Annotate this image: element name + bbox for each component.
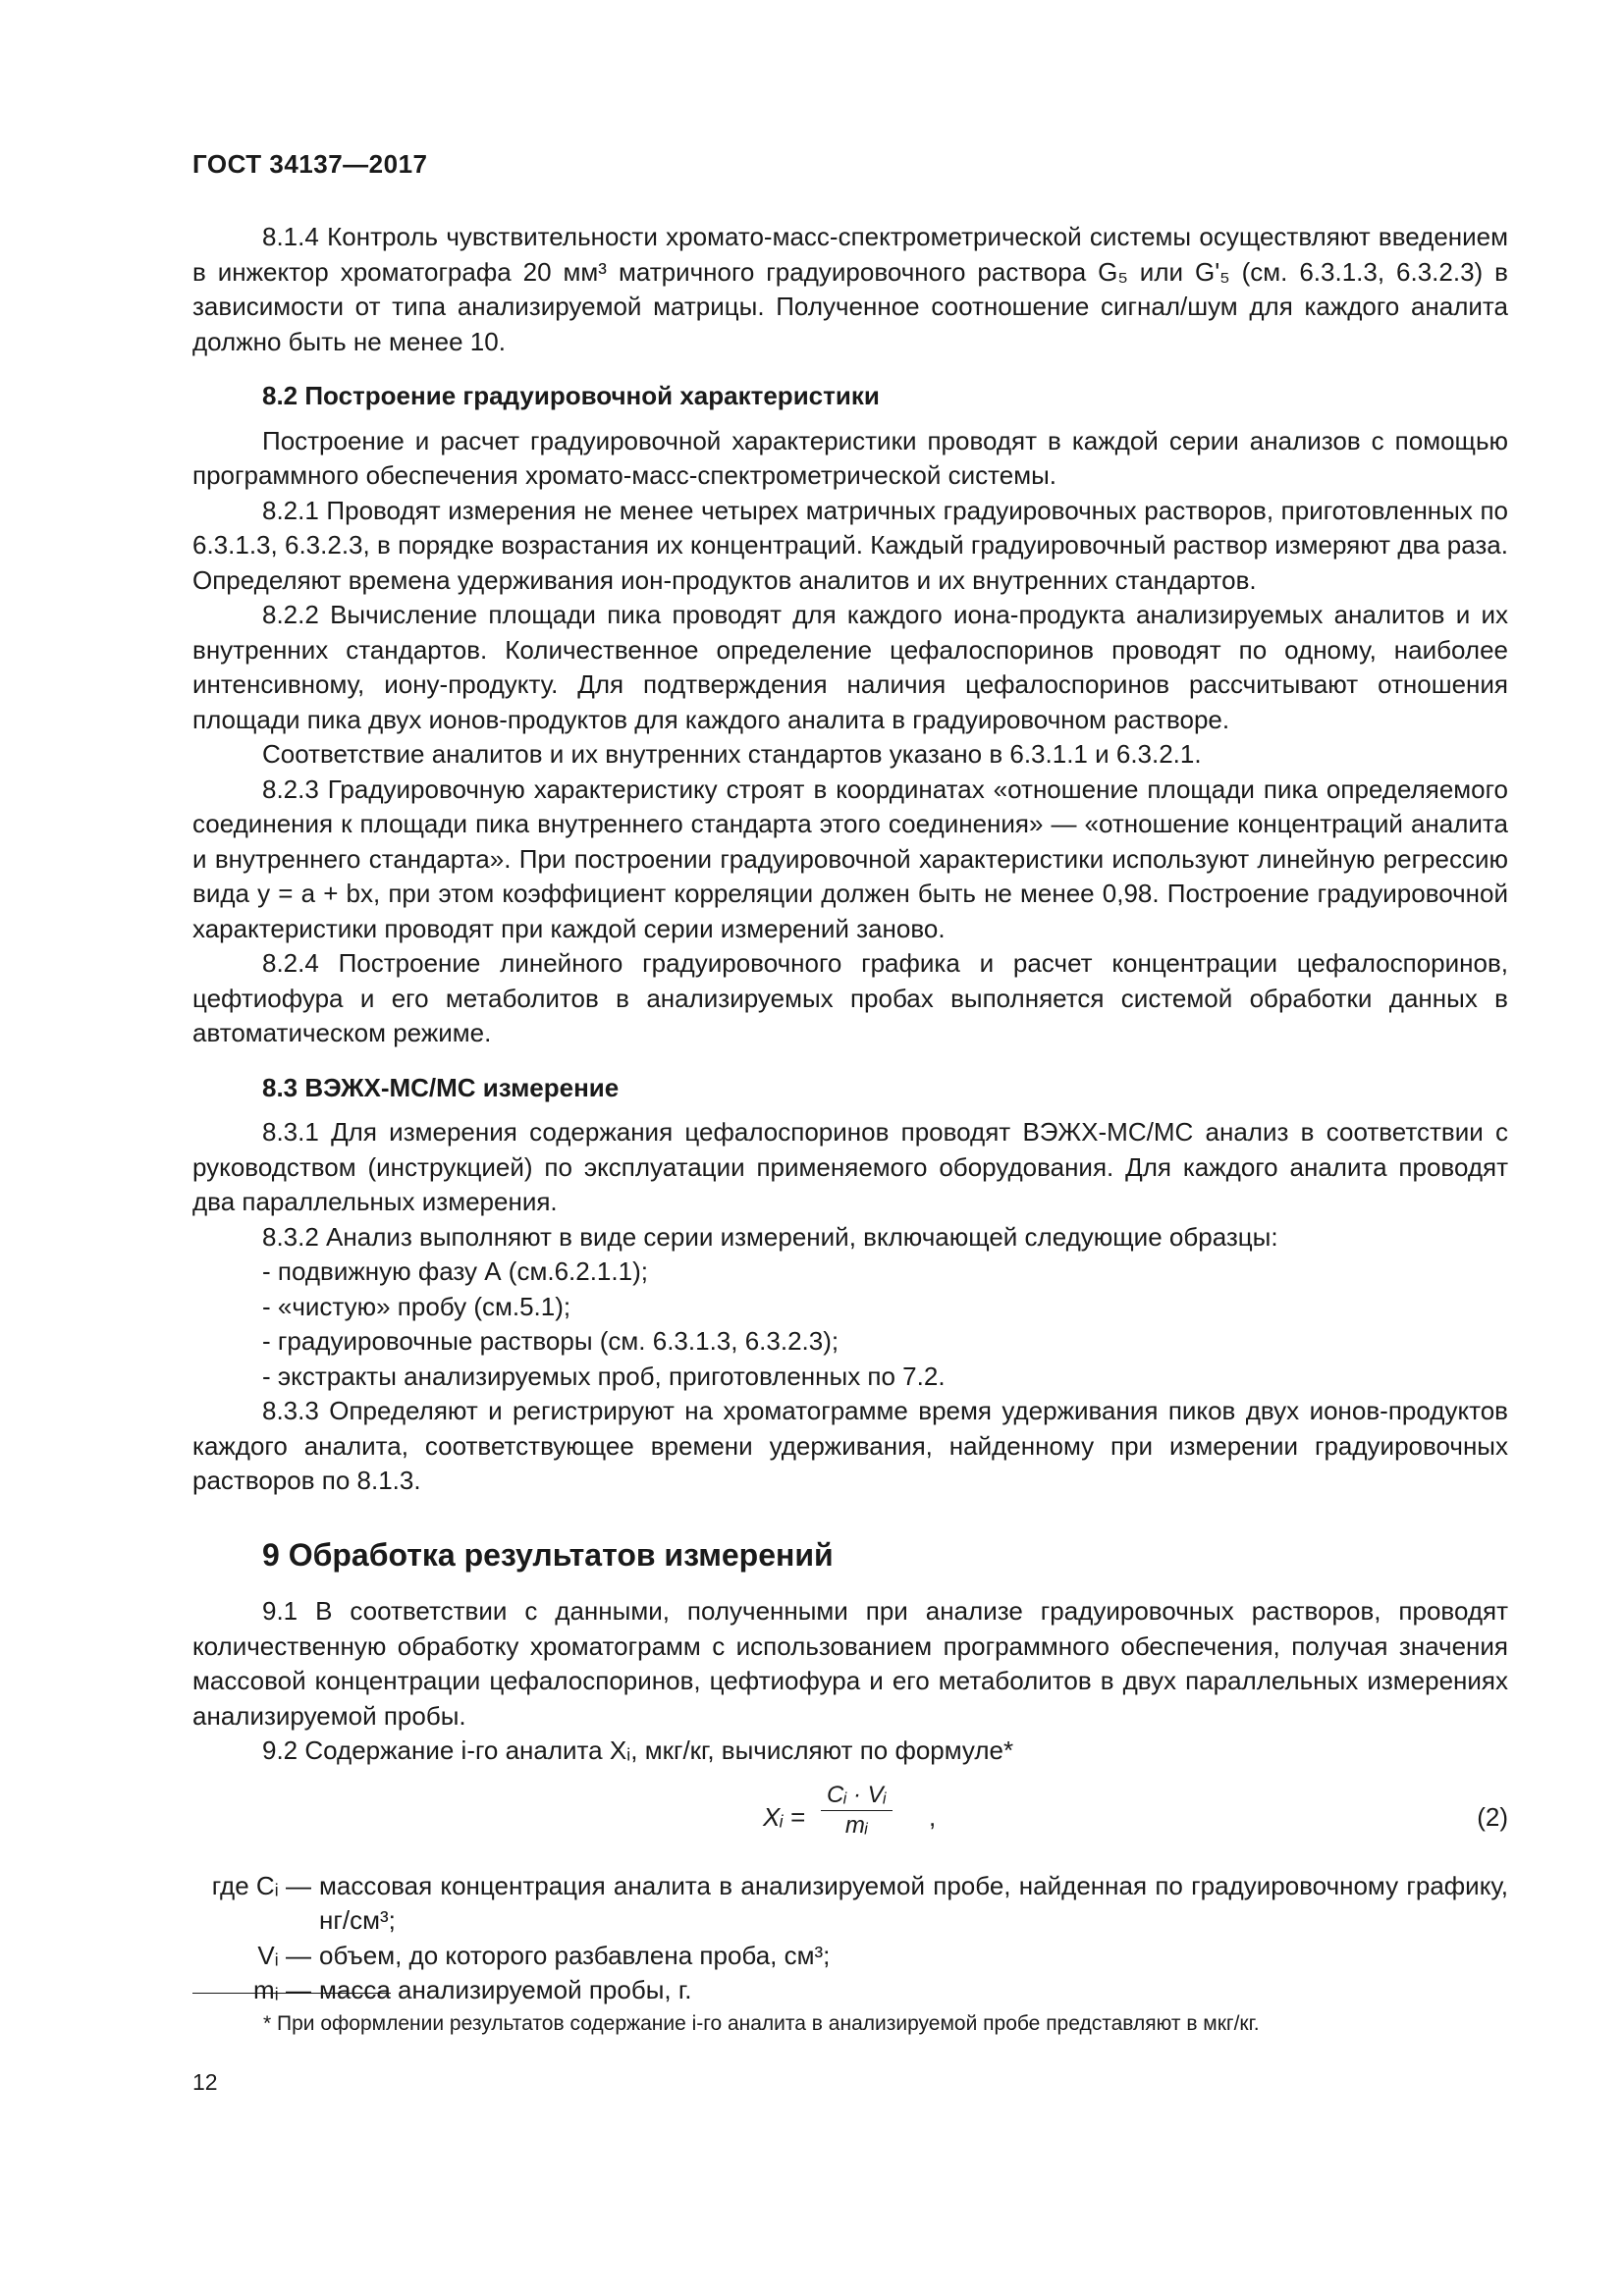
page-content <box>192 220 1508 2008</box>
heading-section-9: 9 Обработка результатов измерений <box>262 1536 834 1573</box>
definition-symbol: Vᵢ — <box>257 1940 311 1970</box>
paragraph-8-2: Построение и расчет градуировочной характеристики проводят в каждой серии анализов с помощью программного обеспечения хромато-масс-спектрометрической системы. <box>192 425 1508 490</box>
definition-symbol: где Cᵢ — <box>211 1870 311 1900</box>
list-item: - градуировочные растворы (см. 6.3.1.3, 6.3.2.3); <box>262 1326 839 1356</box>
definition-row <box>192 1939 1508 1974</box>
paragraph-8-3-3: 8.3.3 Определяют и регистрируют на хроматограмме время удерживания пиков двух ионов-продуктов каждого аналита, соответствующее времени удерживания, найденному при измерении градуировочных растворов по 8.1.3. <box>192 1396 1508 1495</box>
definition-text: масса анализируемой пробы, г. <box>319 1975 692 2004</box>
document-header: ГОСТ 34137—2017 <box>192 149 428 179</box>
paragraph-8-2-2: 8.2.2 Вычисление площади пика проводят для каждого иона-продукта анализируемых аналитов и их внутренних стандартов. Количественное определение цефалоспоринов проводят по одному, наиболее интенсивному, иону-продукту. Для подтверждения наличия цефалоспоринов рассчитывают отношения площади пика двух ионов-продуктов для каждого аналита в градуировочном растворе. <box>192 600 1508 734</box>
list-item: - экстракты анализируемых проб, приготовленных по 7.2. <box>262 1361 946 1391</box>
definition-text: массовая концентрация аналита в анализируемой пробе, найденная по градуировочному графику, нг/см³; <box>319 1870 1508 1935</box>
footnote: * При оформлении результатов содержание i-го аналита в анализируемой пробе представляют в мкг/кг. <box>263 2012 1260 2035</box>
paragraph-8-3-2: 8.3.2 Анализ выполняют в виде серии измерений, включающей следующие образцы: <box>262 1221 1278 1252</box>
list-item: - подвижную фазу А (см.6.2.1.1); <box>262 1256 648 1286</box>
formula-trailing-comma: , <box>929 1801 937 1832</box>
paragraph-9-2: 9.2 Содержание i-го аналита Xᵢ, мкг/кг, вычисляют по формуле* <box>262 1735 1014 1765</box>
heading-8-3: 8.3 ВЭЖХ-МС/МС измерение <box>262 1072 620 1102</box>
formula-2 <box>192 1775 1508 1863</box>
page-number: 12 <box>192 2069 218 2095</box>
heading-8-2: 8.2 Построение градуировочной характеристики <box>262 381 880 410</box>
definition-symbol: mᵢ — <box>253 1975 311 2004</box>
paragraph-8-3-1: 8.3.1 Для измерения содержания цефалоспоринов проводят ВЭЖХ-МС/МС анализ в соответствии с руководством (инструкцией) по эксплуатации применяемого оборудования. Для каждого аналита проводят два параллельных измерения. <box>192 1117 1508 1216</box>
paragraph-8-2-1: 8.2.1 Проводят измерения не менее четырех матричных градуировочных растворов, приготовленных по 6.3.1.3, 6.3.2.3, в порядке возрастания их концентраций. Каждый градуировочный раствор измеряют два раза. Определяют времена удерживания ион-продуктов аналитов и их внутренних стандартов. <box>192 495 1508 595</box>
formula-number: (2) <box>1477 1801 1508 1832</box>
paragraph-8-2-3: 8.2.3 Градуировочную характеристику строят в координатах «отношение площади пика определяемого соединения к площади пика внутреннего стандарта этого соединения» — «отношение концентраций аналита и внутреннего стандарта». При построении градуировочной характеристики используют линейную регрессию вида y = a + bx, при этом коэффициент корреляции должен быть не менее 0,98. Построение градуировочной характеристики проводят при каждой серии измерений заново. <box>192 774 1508 943</box>
paragraph-8-1-4: 8.1.4 Контроль чувствительности хромато-масс-спектрометрической системы осуществляют введением в инжектор хроматографа 20 мм³ матричного градуировочного раствора G₅ или G'₅ (см. 6.3.1.3, 6.3.2.3) в зависимости от типа анализируемой матрицы. Полученное соотношение сигнал/шум для каждого аналита должно быть не менее 10. <box>192 222 1508 356</box>
paragraph-9-1: 9.1 В соответствии с данными, полученными при анализе градуировочных растворов, проводят количественную обработку хроматограмм с использованием программного обеспечения, получая значения массовой концентрации цефалоспоринов, цефтиофура и его метаболитов в двух параллельных измерениях анализируемой пробы. <box>192 1596 1508 1731</box>
definitions-list <box>192 1869 1508 2008</box>
list-item: - «чистую» пробу (см.5.1); <box>262 1291 571 1321</box>
formula-fraction <box>821 1781 893 1841</box>
definition-row <box>192 1973 1508 2008</box>
definition-row <box>192 1869 1508 1939</box>
footnote-divider <box>192 1993 391 1994</box>
formula-lhs: Xᵢ = <box>763 1801 805 1832</box>
definition-text: объем, до которого разбавлена проба, см³; <box>319 1940 831 1970</box>
paragraph-8-2-4: 8.2.4 Построение линейного градуировочного графика и расчет концентрации цефалоспоринов, цефтиофура и его метаболитов в анализируемых пробах выполняется системой обработки данных в автоматическом режиме. <box>192 948 1508 1047</box>
formula-numerator: Cᵢ · Vᵢ <box>821 1781 893 1811</box>
formula-denominator: mᵢ <box>844 1811 868 1839</box>
paragraph-8-2-2-note: Соответствие аналитов и их внутренних стандартов указано в 6.3.1.1 и 6.3.2.1. <box>262 739 1202 769</box>
